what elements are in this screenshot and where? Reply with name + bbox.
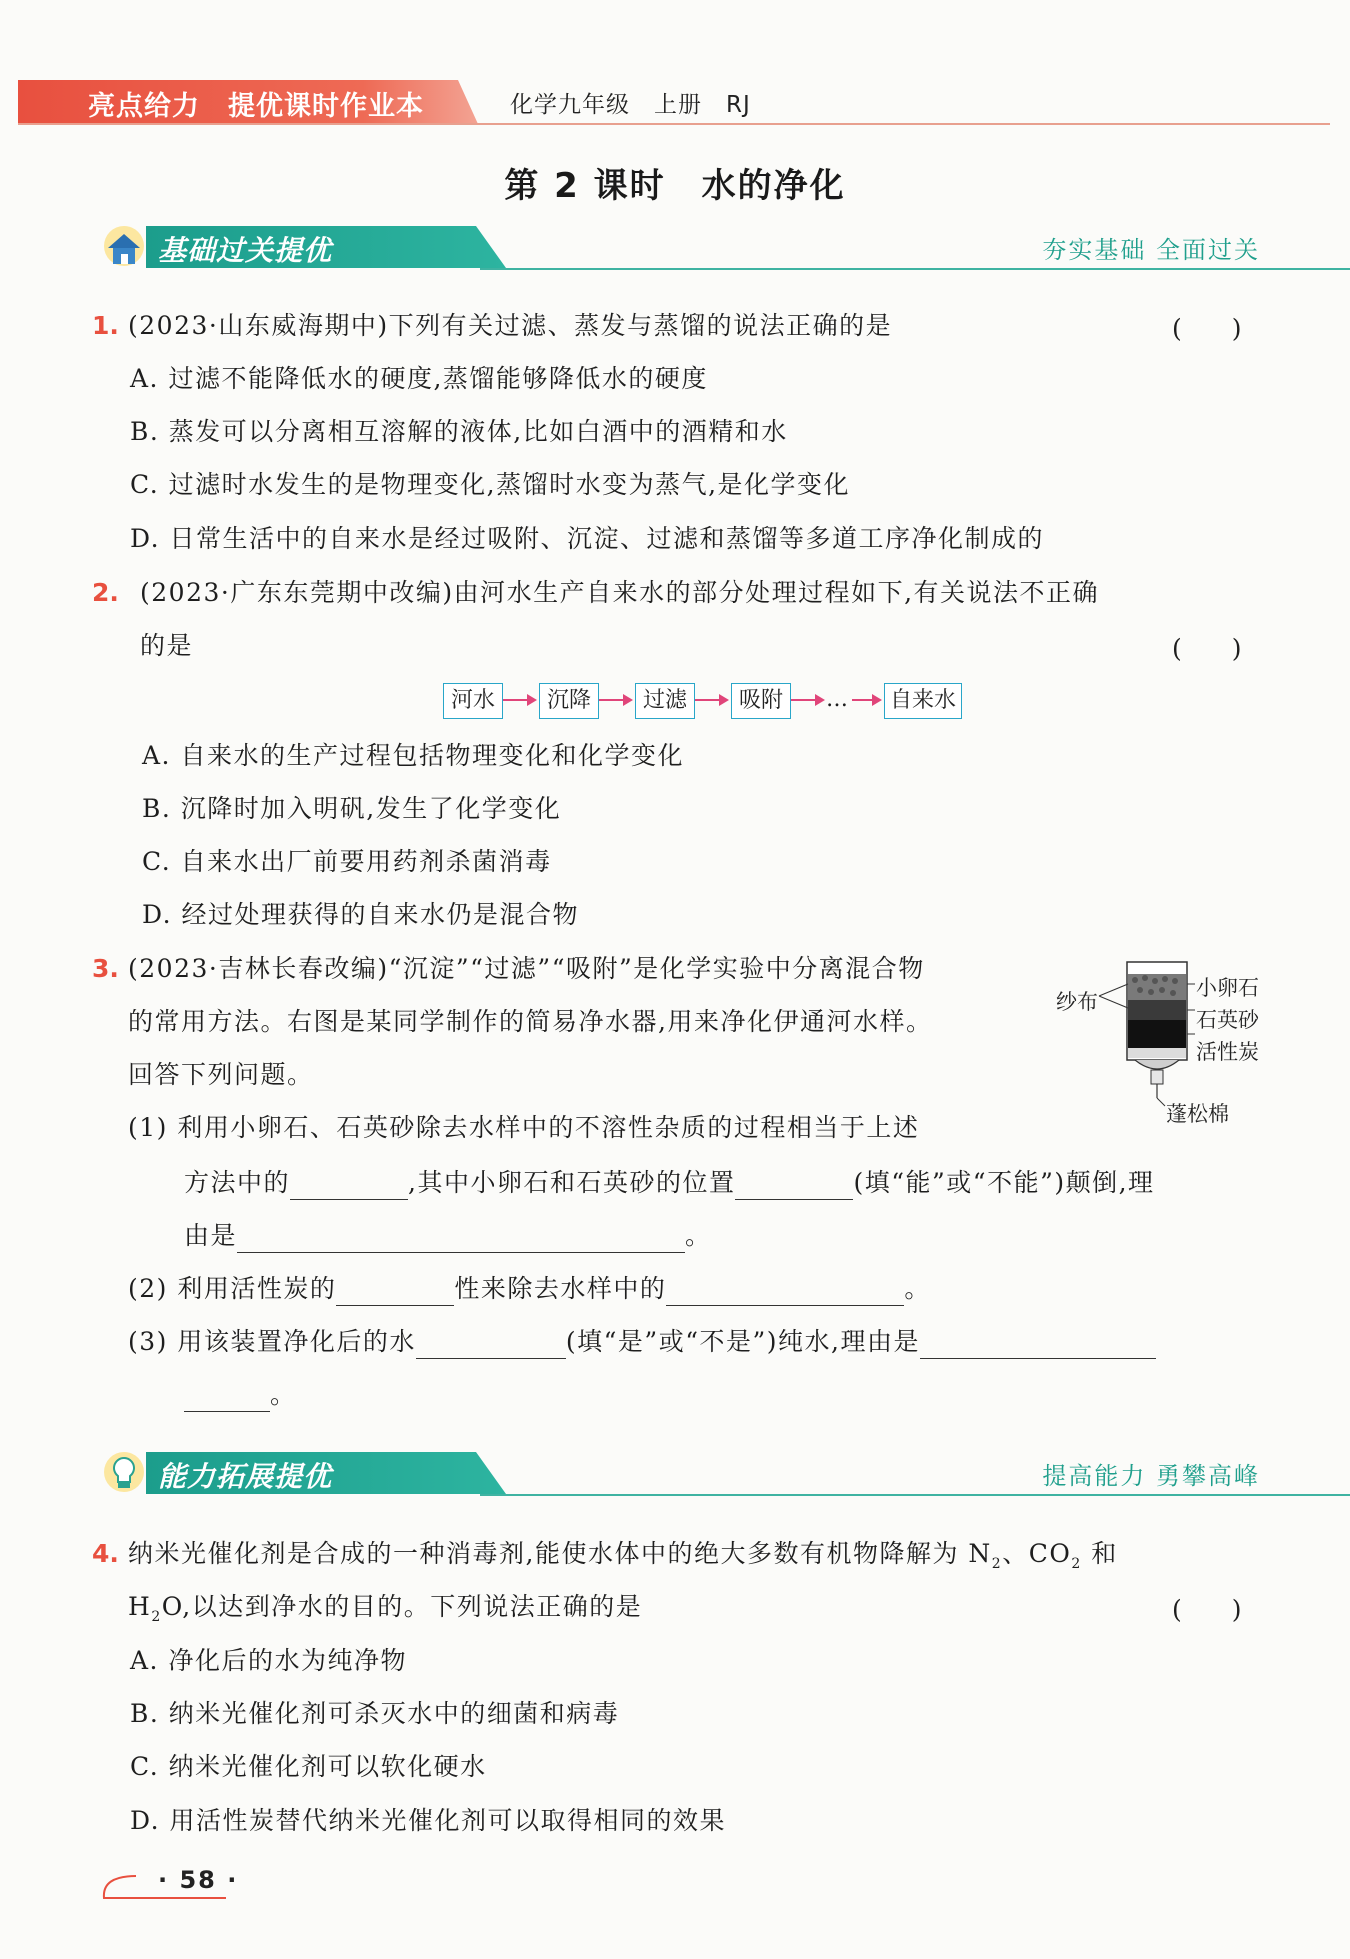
option[interactable]: A. 自来水的生产过程包括物理变化和化学变化 xyxy=(142,741,684,770)
answer-blank[interactable] xyxy=(290,1171,408,1200)
answer-blank[interactable] xyxy=(735,1171,853,1200)
label-quartz-sand: 石英砂 xyxy=(1196,1008,1259,1032)
flow-arrow xyxy=(599,699,631,701)
section-slogan: 夯实基础 全面过关 xyxy=(1042,236,1260,264)
option[interactable]: C. 纳米光催化剂可以软化硬水 xyxy=(130,1752,487,1781)
subquestion-3-line2 xyxy=(184,1378,297,1412)
section-title: 基础过关提优 xyxy=(158,234,333,267)
flow-arrow xyxy=(791,699,823,701)
flow-step: 吸附 xyxy=(731,683,791,719)
flow-step: 河水 xyxy=(443,683,503,719)
option[interactable]: A. 净化后的水为纯净物 xyxy=(130,1646,407,1675)
question-stem: 回答下列问题。 xyxy=(128,1060,314,1089)
text: 、CO xyxy=(1002,1539,1072,1568)
subscript: 2 xyxy=(1071,1556,1082,1572)
text: 方法中的 xyxy=(184,1168,291,1197)
section-slogan: 提高能力 勇攀高峰 xyxy=(1042,1462,1260,1490)
option[interactable]: D. 经过处理获得的自来水仍是混合物 xyxy=(142,900,580,929)
question-number: 1. xyxy=(92,311,119,340)
answer-blank[interactable] xyxy=(666,1277,904,1306)
house-icon xyxy=(100,224,148,272)
text: 性来除去水样中的 xyxy=(454,1274,667,1303)
flow-arrow xyxy=(695,699,727,701)
option[interactable]: B. 纳米光催化剂可杀灭水中的细菌和病毒 xyxy=(130,1699,620,1728)
flow-arrow xyxy=(503,699,535,701)
text: H xyxy=(128,1592,152,1621)
question-stem: (2023·山东威海期中)下列有关过滤、蒸发与蒸馏的说法正确的是 xyxy=(128,311,893,340)
answer-paren[interactable]: ( ) xyxy=(1172,634,1242,663)
text: 由是 xyxy=(184,1221,238,1250)
subquestion-1: (1) 利用小卵石、石英砂除去水样中的不溶性杂质的过程相当于上述 xyxy=(128,1113,920,1142)
text: 。 xyxy=(685,1221,712,1250)
answer-blank[interactable] xyxy=(336,1277,454,1306)
question-stem: 的是 xyxy=(140,631,194,660)
option[interactable]: B. 沉降时加入明矾,发生了化学变化 xyxy=(142,794,562,823)
subquestion-2 xyxy=(128,1272,931,1306)
question-number: 4. xyxy=(92,1539,119,1568)
section-banner-advanced xyxy=(100,1452,1260,1498)
text: (2) 利用活性炭的 xyxy=(128,1274,337,1303)
question-number: 3. xyxy=(92,954,119,983)
question-stem: 的常用方法。右图是某同学制作的简易净水器,用来净化伊通河水样。 xyxy=(128,1007,933,1036)
answer-blank[interactable] xyxy=(920,1330,1156,1359)
label-pebble: 小卵石 xyxy=(1196,976,1259,1000)
option[interactable]: C. 自来水出厂前要用药剂杀菌消毒 xyxy=(142,847,552,876)
option[interactable]: D. 用活性炭替代纳米光催化剂可以取得相同的效果 xyxy=(130,1806,727,1835)
section-title: 能力拓展提优 xyxy=(158,1460,333,1493)
answer-paren[interactable]: ( ) xyxy=(1172,1595,1242,1624)
section-banner-basic xyxy=(100,226,1260,272)
option[interactable]: A. 过滤不能降低水的硬度,蒸馏能够降低水的硬度 xyxy=(130,364,708,393)
answer-blank[interactable] xyxy=(184,1383,270,1412)
question-number: 2. xyxy=(92,578,119,607)
flow-ellipsis: … xyxy=(826,687,850,712)
lesson-title: 第 2 课时 水的净化 xyxy=(504,166,846,206)
text: (填“是”或“不是”)纯水,理由是 xyxy=(565,1327,920,1356)
text: ,其中小卵石和石英砂的位置 xyxy=(408,1168,736,1197)
text: (填“能”或“不能”)颠倒,理 xyxy=(853,1168,1155,1197)
flow-arrow xyxy=(852,699,880,701)
subquestion-1-line3 xyxy=(184,1219,712,1253)
question-stem xyxy=(128,1537,1118,1581)
subquestion-3 xyxy=(128,1325,1156,1359)
text: 。 xyxy=(270,1380,297,1409)
text: 。 xyxy=(904,1274,931,1303)
text: O,以达到净水的目的。下列说法正确的是 xyxy=(161,1592,643,1621)
text: 纳米光催化剂是合成的一种消毒剂,能使水体中的绝大多数有机物降解为 N xyxy=(128,1539,992,1568)
text: (3) 用该装置净化后的水 xyxy=(128,1327,416,1356)
page-number: · 58 · xyxy=(158,1866,239,1894)
flow-step: 自来水 xyxy=(884,683,962,719)
header-subject: 化学九年级 上册 RJ xyxy=(510,92,751,118)
subscript: 2 xyxy=(151,1609,162,1625)
question-stem xyxy=(128,1590,642,1634)
section-line xyxy=(480,268,1350,270)
answer-blank[interactable] xyxy=(237,1224,685,1253)
label-cotton: 蓬松棉 xyxy=(1166,1102,1229,1126)
question-stem: (2023·广东东莞期中改编)由河水生产自来水的部分处理过程如下,有关说法不正确 xyxy=(140,578,1100,607)
answer-paren[interactable]: ( ) xyxy=(1172,314,1242,343)
water-purifier-figure xyxy=(1095,950,1195,1110)
flow-step: 过滤 xyxy=(635,683,695,719)
option[interactable]: B. 蒸发可以分离相互溶解的液体,比如白酒中的酒精和水 xyxy=(130,417,788,446)
question-stem: (2023·吉林长春改编)“沉淀”“过滤”“吸附”是化学实验中分离混合物 xyxy=(128,954,925,983)
text: 和 xyxy=(1081,1539,1118,1568)
answer-blank[interactable] xyxy=(416,1330,566,1359)
label-gauze: 纱布 xyxy=(1056,990,1098,1014)
flow-step: 沉降 xyxy=(539,683,599,719)
header-brand: 亮点给力 提优课时作业本 xyxy=(88,91,424,122)
label-activated-carbon: 活性炭 xyxy=(1196,1040,1259,1064)
lightbulb-icon xyxy=(100,1450,148,1498)
section-line xyxy=(480,1494,1350,1496)
header-divider xyxy=(18,123,1330,125)
subscript: 2 xyxy=(991,1556,1003,1572)
subquestion-1-line2 xyxy=(184,1166,1155,1200)
option[interactable]: D. 日常生活中的自来水是经过吸附、沉淀、过滤和蒸馏等多道工序净化制成的 xyxy=(130,524,1045,553)
option[interactable]: C. 过滤时水发生的是物理变化,蒸馏时水变为蒸气,是化学变化 xyxy=(130,470,851,499)
